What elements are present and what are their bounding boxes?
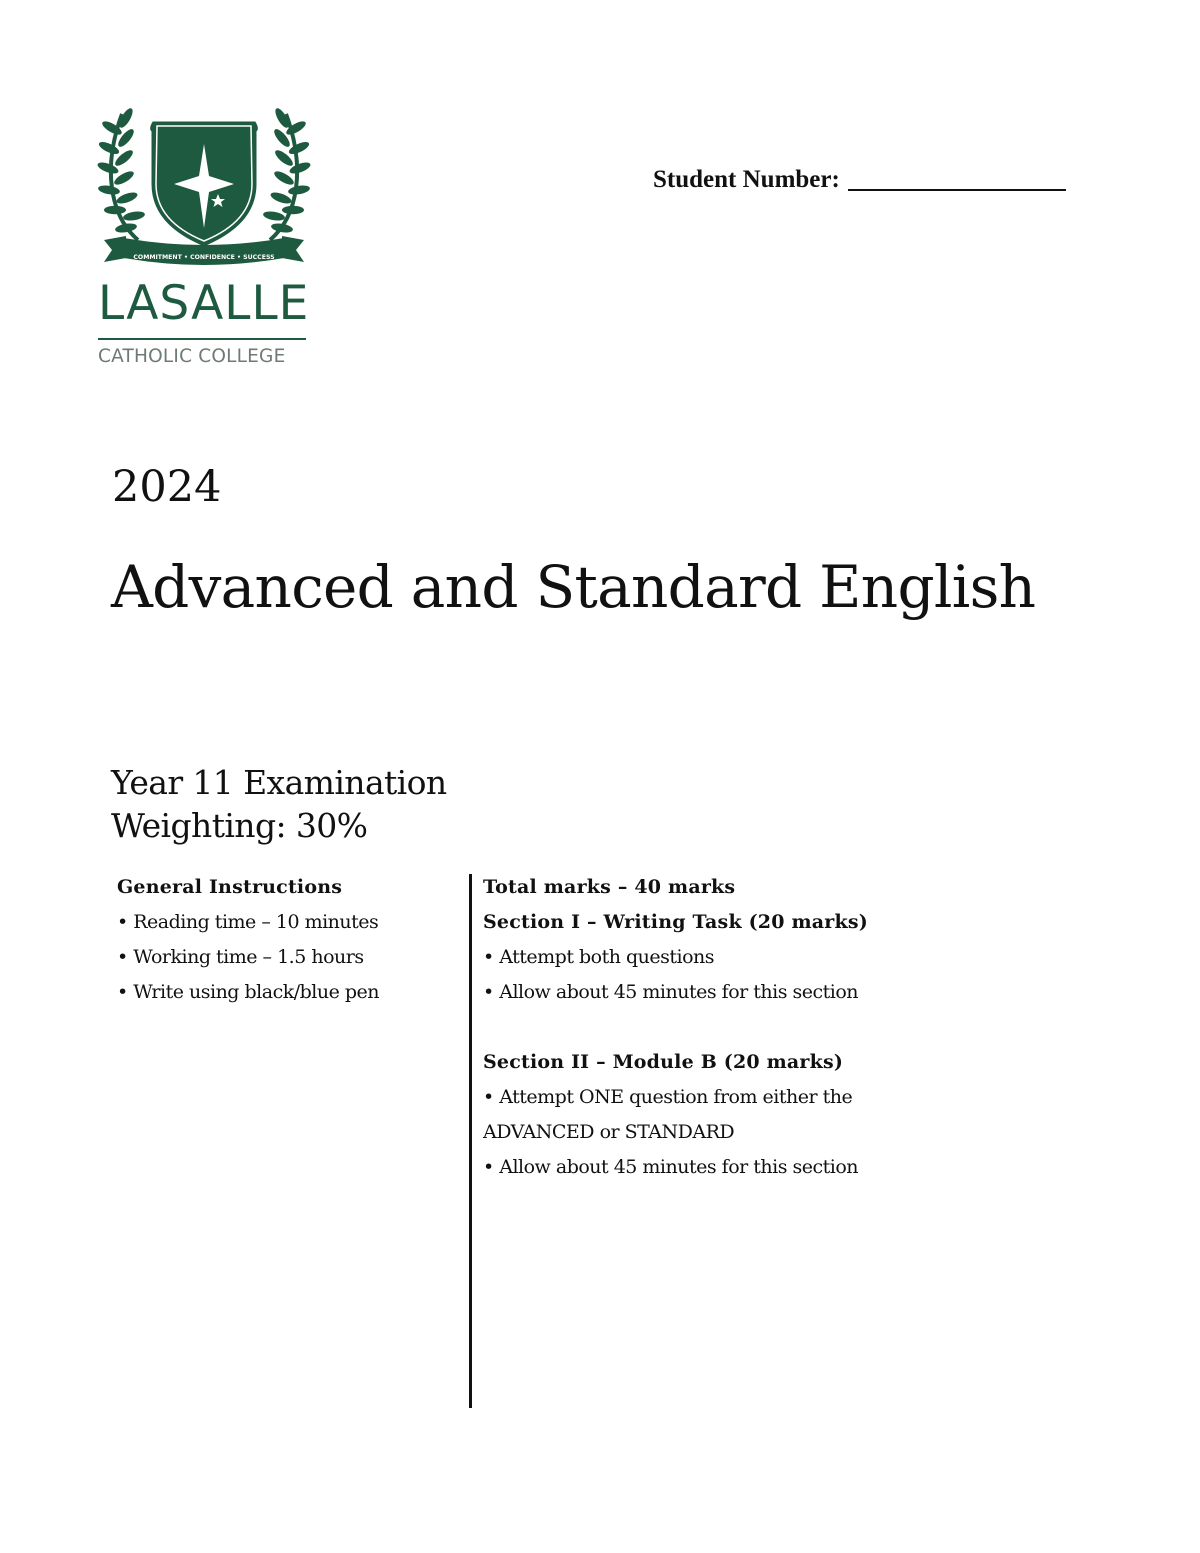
section-2-item: • Allow about 45 minutes for this section <box>483 1156 859 1178</box>
exam-title: Advanced and Standard English <box>111 553 1036 621</box>
section-1-item: • Allow about 45 minutes for this section <box>483 981 859 1003</box>
section-1-heading: Section I – Writing Task (20 marks) <box>483 911 868 933</box>
general-instructions-heading: General Instructions <box>117 876 343 898</box>
student-number-field[interactable] <box>653 167 1066 192</box>
column-divider <box>469 874 472 1408</box>
student-number-label: Student Number: <box>653 166 840 193</box>
exam-year: 2024 <box>112 462 222 512</box>
logo-name: LASALLE <box>98 276 310 331</box>
general-instructions <box>117 870 457 1010</box>
college-logo <box>96 108 312 378</box>
section-spacer <box>483 1010 943 1045</box>
instruction-item: • Reading time – 10 minutes <box>117 911 379 933</box>
section-2-item: • Attempt ONE question from either the <box>483 1086 853 1108</box>
crest-icon <box>96 108 312 276</box>
exam-name: Year 11 Examination <box>111 763 447 802</box>
exam-weighting: Weighting: 30% <box>111 806 368 845</box>
instruction-item: • Working time – 1.5 hours <box>117 946 364 968</box>
student-number-blank[interactable] <box>848 189 1066 191</box>
section-2-item: ADVANCED or STANDARD <box>483 1121 735 1143</box>
instruction-item: • Write using black/blue pen <box>117 981 380 1003</box>
total-marks: Total marks – 40 marks <box>483 876 736 898</box>
section-1-item: • Attempt both questions <box>483 946 715 968</box>
logo-motto: COMMITMENT • CONFIDENCE • SUCCESS <box>133 254 275 261</box>
marks-and-sections <box>483 870 943 1185</box>
logo-subtitle: CATHOLIC COLLEGE <box>98 346 286 367</box>
logo-divider <box>98 338 306 340</box>
section-2-heading: Section II – Module B (20 marks) <box>483 1051 844 1073</box>
